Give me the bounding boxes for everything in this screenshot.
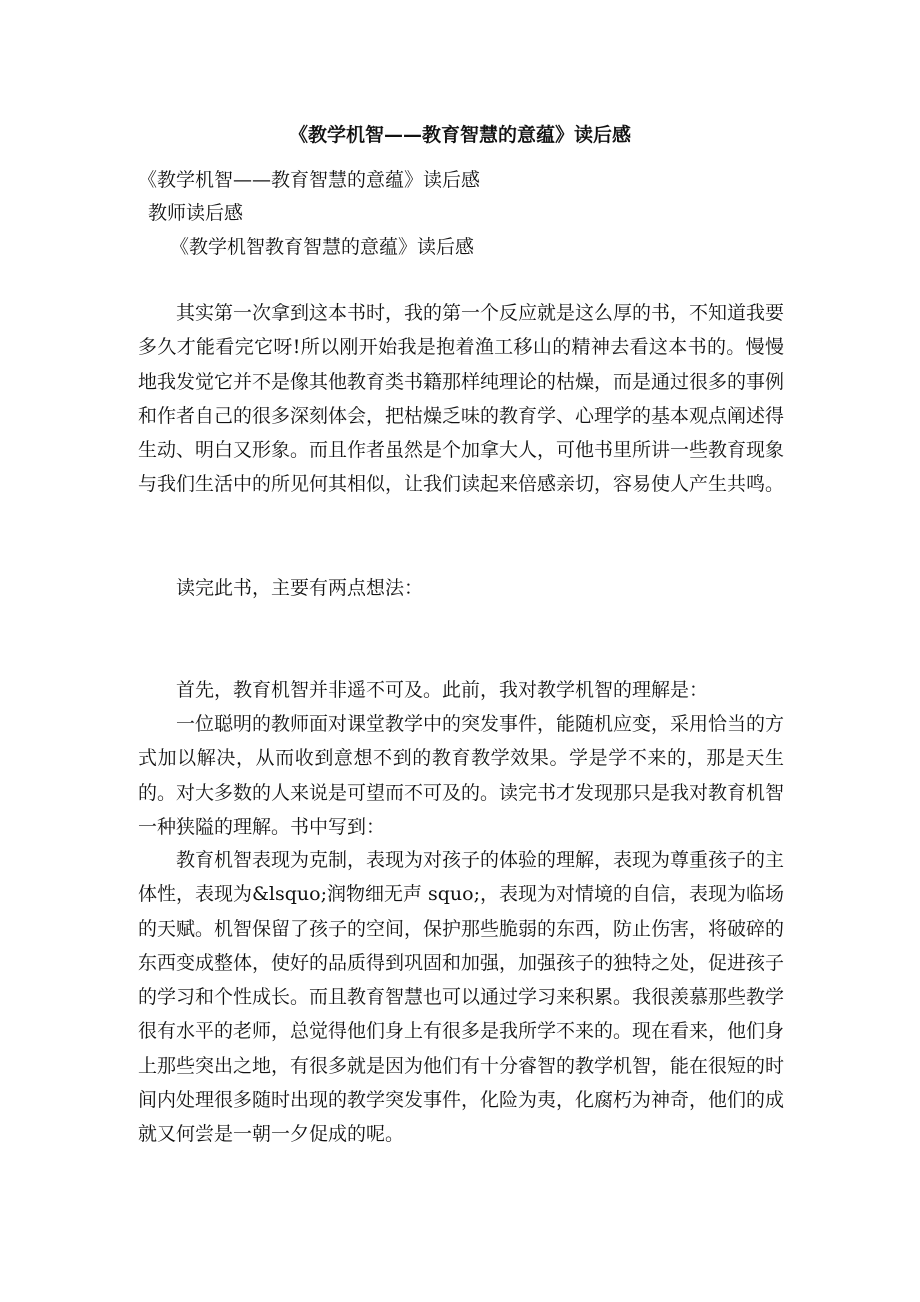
paragraph-intro: 其实第一次拿到这本书时，我的第一个反应就是这么厚的书，不知道我要多久才能看完它呀!所以刚开始我是抱着渔工移山的精神去看这本书的。慢慢地我发觉它并不是像其他教育类书籍那样纯理论的枯燥，而是通过很多的事例和作者自己的很多深刻体会，把枯燥乏味的教育学、心理学的基本观点阐述得生动、明白又形象。而且作者虽然是个加拿大人，可他书里所讲一些教育现象与我们生活中的所见何其相似，让我们读起来倍感亲切，容易使人产生共鸣。 — [138, 302, 785, 496]
document-title: 《教学机智——教育智慧的意蕴》读后感 — [288, 124, 631, 146]
paragraph-first-point: 首先，教育机智并非遥不可及。此前，我对教学机智的理解是： — [176, 679, 709, 701]
subheading-review-title: 《教学机智教育智慧的意蕴》读后感 — [170, 236, 475, 258]
subheading-category: 教师读后感 — [148, 202, 244, 224]
subheading-book-title: 《教学机智——教育智慧的意蕴》读后感 — [138, 169, 481, 191]
paragraph-quote: 教育机智表现为克制，表现为对孩子的体验的理解，表现为尊重孩子的主体性，表现为&lsquo;润物细无声 squo;，表现为对情境的自信，表现为临场的天赋。机智保留了孩子的空间，保护那些脆弱的东西，防止伤害，将破碎的东西变成整体，使好的品质得到巩固和加强，加强孩子的独特之处，促进孩子的学习和个性成长。而且教育智慧也可以通过学习来积累。我很羡慕那些教学很有水平的老师，总觉得他们身上有很多是我所学不来的。现在看来，他们身上那些突出之地，有很多就是因为他们有十分睿智的教学机智，能在很短的时间内处理很多随时出现的教学突发事件，化险为夷，化腐朽为神奇，他们的成就又何尝是一朝一夕促成的呢。 — [138, 849, 785, 1146]
paragraph-definition: 一位聪明的教师面对课堂教学中的突发事件，能随机应变，采用恰当的方式加以解决，从而收到意想不到的教育教学效果。学是学不来的，那是天生的。对大多数的人来说是可望而不可及的。读完书才发现那只是我对教育机智一种狭隘的理解。书中写到： — [138, 713, 785, 838]
paragraph-two-thoughts: 读完此书，主要有两点想法： — [176, 577, 424, 599]
